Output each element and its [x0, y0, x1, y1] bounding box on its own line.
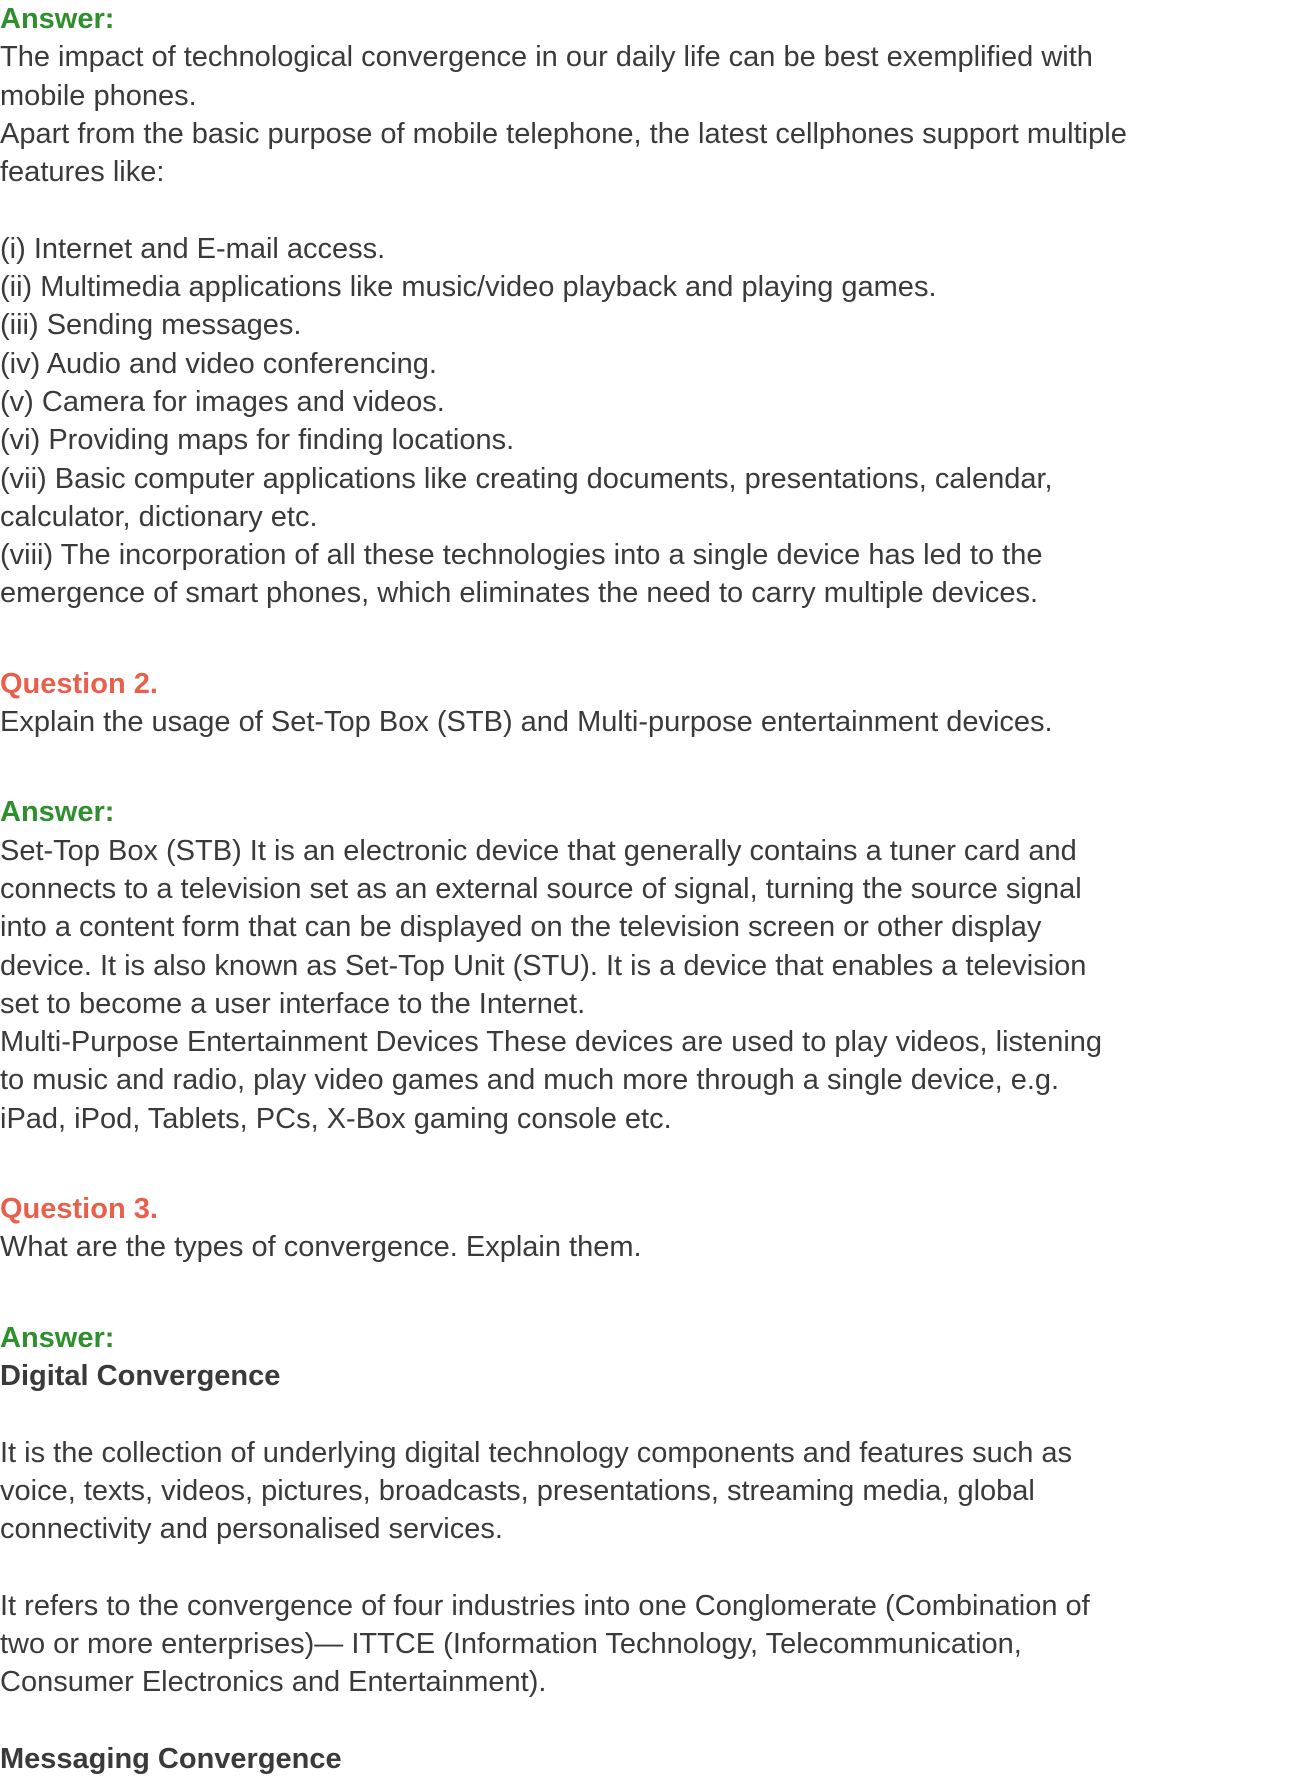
- text-line: (ii) Multimedia applications like music/video playback and playing games.: [0, 271, 937, 304]
- text-line: (v) Camera for images and videos.: [0, 385, 445, 418]
- text-line: Apart from the basic purpose of mobile telephone, the latest cellphones support multiple: [0, 117, 1127, 150]
- text-line: (iv) Audio and video conferencing.: [0, 347, 437, 380]
- text-line: connectivity and personalised services.: [0, 1513, 503, 1546]
- text-line: calculator, dictionary etc.: [0, 500, 318, 533]
- text-line: connects to a television set as an external source of signal, turning the source signal: [0, 872, 1082, 905]
- spacer: [0, 191, 1293, 229]
- text-line: to music and radio, play video games and much more through a single device, e.g.: [0, 1064, 1060, 1097]
- spacer: [0, 1138, 1293, 1190]
- question-heading: Question 2.: [0, 667, 158, 700]
- text-line: (vi) Providing maps for finding locations.: [0, 424, 515, 457]
- text-line: It refers to the convergence of four industries into one Conglomerate (Combination of: [0, 1589, 1090, 1622]
- spacer: [0, 741, 1293, 793]
- text-line: Multi-Purpose Entertainment Devices These devices are used to play videos, listening: [0, 1026, 1103, 1059]
- text-line: two or more enterprises)— ITTCE (Information Technology, Telecommunication,: [0, 1627, 1022, 1660]
- text-line: features like:: [0, 156, 165, 189]
- text-line: Set-Top Box (STB) It is an electronic device that generally contains a tuner card and: [0, 834, 1077, 867]
- subheading: Messaging Convergence: [0, 1742, 342, 1775]
- text-line: What are the types of convergence. Explain them.: [0, 1231, 642, 1264]
- text-line: emergence of smart phones, which eliminates the need to carry multiple devices.: [0, 577, 1039, 610]
- text-line: iPad, iPod, Tablets, PCs, X-Box gaming console etc.: [0, 1102, 672, 1135]
- text-line: into a content form that can be displayed on the television screen or other display: [0, 911, 1042, 944]
- spacer: [0, 613, 1293, 665]
- spacer: [0, 1548, 1293, 1586]
- text-line: (vii) Basic computer applications like creating documents, presentations, calendar,: [0, 462, 1053, 495]
- text-line: set to become a user interface to the Internet.: [0, 987, 586, 1020]
- text-line: device. It is also known as Set-Top Unit (STU). It is a device that enables a television: [0, 949, 1087, 982]
- text-line: voice, texts, videos, pictures, broadcasts, presentations, streaming media, global: [0, 1474, 1035, 1507]
- text-line: (viii) The incorporation of all these technologies into a single device has led to the: [0, 539, 1043, 572]
- text-line: The impact of technological convergence in our daily life can be best exemplified with: [0, 41, 1093, 74]
- answer-heading: Answer:: [0, 796, 115, 829]
- text-line: Explain the usage of Set-Top Box (STB) and Multi-purpose entertainment devices.: [0, 706, 1053, 739]
- question-heading: Question 3.: [0, 1193, 158, 1226]
- subheading: Digital Convergence: [0, 1359, 281, 1392]
- text-line: It is the collection of underlying digital technology components and features such as: [0, 1436, 1073, 1469]
- spacer: [0, 1395, 1293, 1433]
- spacer: [0, 1702, 1293, 1740]
- answer-heading: Answer:: [0, 1321, 115, 1354]
- answer-heading: Answer:: [0, 3, 115, 35]
- spacer: [0, 1267, 1293, 1319]
- text-line: (iii) Sending messages.: [0, 309, 302, 342]
- text-line: mobile phones.: [0, 79, 197, 112]
- text-line: (i) Internet and E-mail access.: [0, 232, 386, 265]
- text-line: Consumer Electronics and Entertainment).: [0, 1666, 547, 1699]
